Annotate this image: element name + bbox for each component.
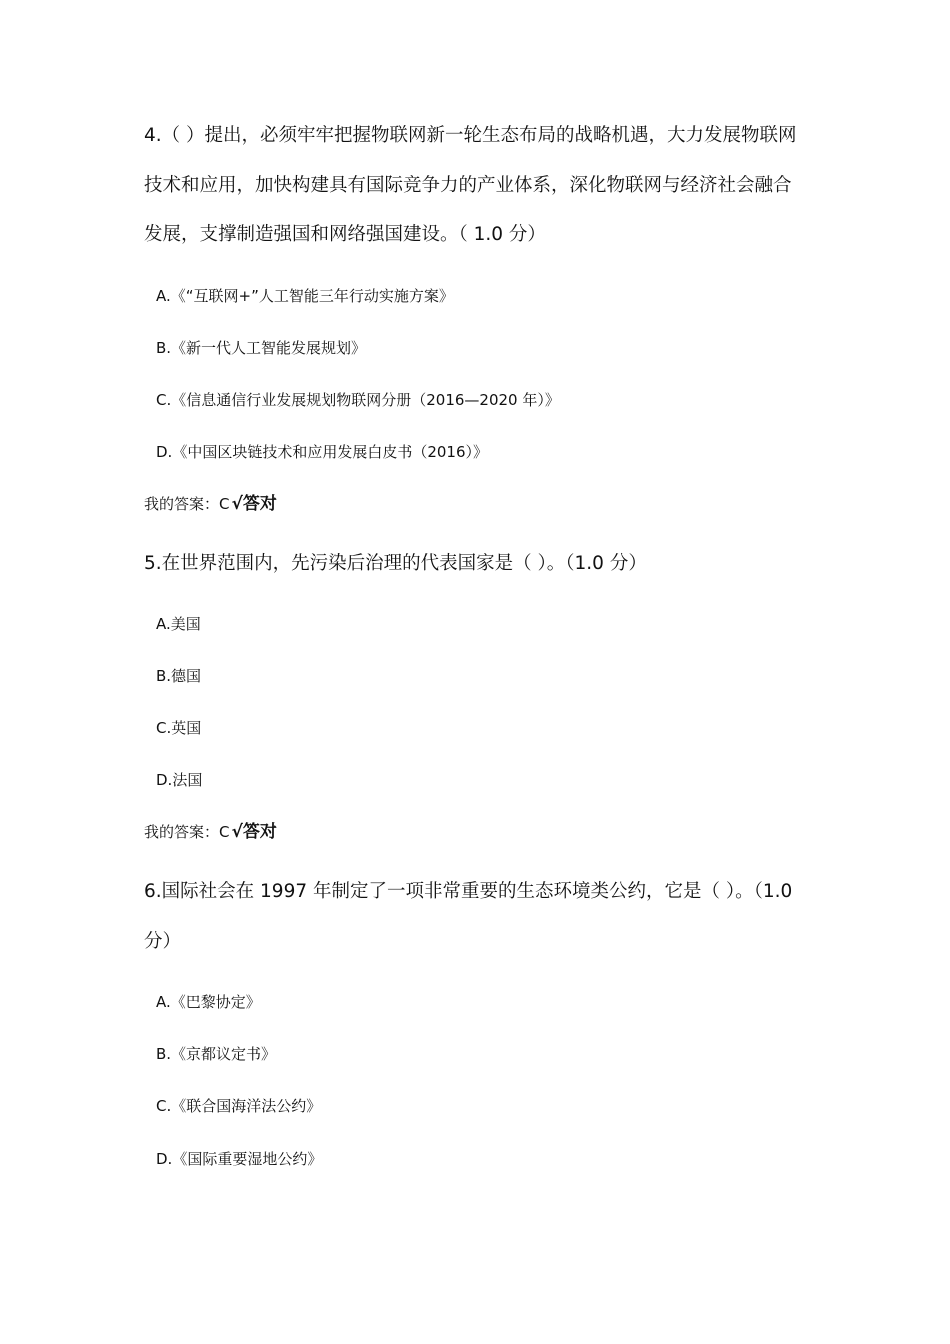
question-5-answer (144, 820, 277, 844)
question-4-answer (144, 492, 277, 516)
question-4-line-1: 4.（ ）提出，必须牢牢把握物联网新一轮生态布局的战略机遇，大力发展物联网 (144, 125, 797, 146)
answer-result: 答对 (242, 822, 277, 842)
question-6-line-2: 分） (144, 931, 182, 952)
answer-label: 我的答案：C (144, 823, 230, 841)
question-6-option-c: C.《联合国海洋法公约》 (156, 1097, 322, 1115)
question-4-option-b: B.《新一代人工智能发展规划》 (156, 339, 367, 357)
answer-label: 我的答案：C (144, 495, 230, 513)
question-5-option-c: C.英国 (156, 719, 202, 737)
question-5-option-b: B.德国 (156, 667, 202, 685)
question-5-line-1: 5.在世界范围内，先污染后治理的代表国家是（ ）。（1.0 分） (144, 553, 647, 574)
question-4-option-c: C.《信息通信行业发展规划物联网分册（2016—2020 年）》 (156, 391, 560, 409)
question-6-line-1: 6.国际社会在 1997 年制定了一项非常重要的生态环境类公约，它是（ ）。（1.0 (144, 881, 793, 902)
question-6-option-a: A.《巴黎协定》 (156, 993, 261, 1011)
question-5-option-a: A.美国 (156, 615, 201, 633)
question-5-option-d: D.法国 (156, 771, 203, 789)
question-4-option-d: D.《中国区块链技术和应用发展白皮书（2016）》 (156, 443, 488, 461)
checkmark-icon: √ (231, 822, 243, 842)
question-4-line-2: 技术和应用，加快构建具有国际竞争力的产业体系，深化物联网与经济社会融合 (144, 175, 792, 196)
answer-result: 答对 (242, 494, 277, 514)
question-4-option-a: A.《“互联网+”人工智能三年行动实施方案》 (156, 287, 454, 305)
question-4-line-3: 发展，支撑制造强国和网络强国建设。（ 1.0 分） (144, 224, 546, 245)
question-6-option-d: D.《国际重要湿地公约》 (156, 1150, 323, 1168)
question-6-option-b: B.《京都议定书》 (156, 1045, 277, 1063)
checkmark-icon: √ (231, 494, 243, 514)
